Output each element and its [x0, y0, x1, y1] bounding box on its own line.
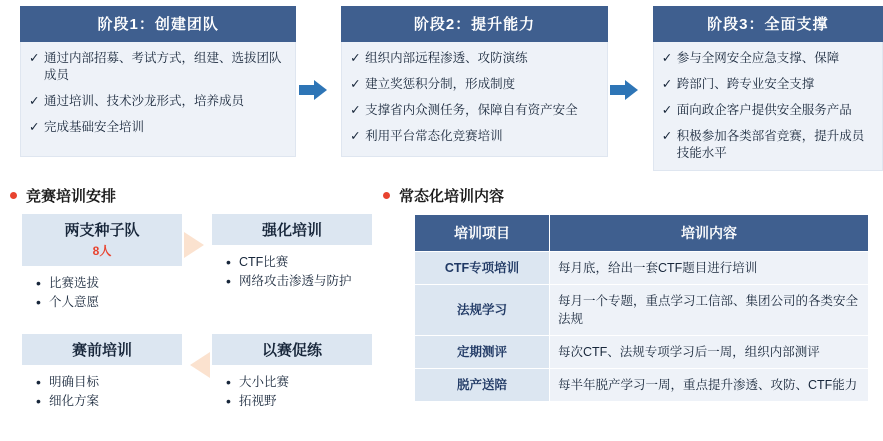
- bullet-dot-icon: [383, 192, 390, 199]
- section-heading-training-label: 常态化培训内容: [399, 188, 505, 205]
- grid-cell-practice-by-competing-header: [212, 334, 372, 365]
- check-icon: ✓: [29, 120, 40, 134]
- phase-3-body: [653, 42, 883, 171]
- table-row: [415, 369, 869, 402]
- list-item: • 比赛选拔: [36, 274, 182, 293]
- check-icon: ✓: [29, 94, 40, 108]
- grid-cell-intensive-training-title: 强化培训: [261, 222, 322, 239]
- chevron-right-icon: [184, 232, 204, 258]
- phase-1-title: 阶段1：创建团队: [20, 6, 296, 42]
- flow-arrow-2: [610, 6, 639, 174]
- phase-2-item-label: 建立奖惩积分制，形成制度: [365, 77, 516, 91]
- grid-cell-seed-teams-header: [22, 214, 182, 266]
- phase-2-item: [350, 102, 599, 119]
- grid-cell-seed-teams: [22, 214, 182, 312]
- grid-cell-intensive-training: [212, 214, 372, 291]
- table-cell-project: 定期测评: [415, 336, 550, 369]
- table-cell-project: 脱产送陪: [415, 369, 550, 402]
- arrow-right-icon: [299, 80, 327, 100]
- phase-card-1: [20, 6, 296, 157]
- grid-cell-intensive-training-list: [212, 245, 372, 291]
- grid-cell-seed-teams-subtitle: 8人: [92, 244, 112, 258]
- table-row: [415, 285, 869, 336]
- check-icon: ✓: [350, 129, 361, 143]
- grid-cell-practice-by-competing-title: 以赛促练: [261, 342, 322, 359]
- phase-3-item-label: 跨部门、跨专业安全支撑: [676, 77, 815, 91]
- phase-1-item-label: 通过培训、技术沙龙形式，培养成员: [44, 94, 245, 108]
- phase-3-title: 阶段3：全面支撑: [653, 6, 883, 42]
- check-icon: ✓: [661, 77, 673, 91]
- phase-2-item-label: 组织内部远程渗透、攻防演练: [365, 51, 528, 65]
- grid-cell-pre-match-training-list: [22, 365, 182, 411]
- check-icon: ✓: [661, 129, 673, 143]
- table-cell-project: 法规学习: [415, 285, 550, 336]
- list-item: • 拓视野: [226, 392, 372, 411]
- grid-cell-seed-teams-list: [22, 266, 182, 312]
- phase-1-item: [29, 50, 287, 84]
- grid-cell-pre-match-training: [22, 334, 182, 411]
- check-icon: ✓: [661, 103, 673, 117]
- phase-3-item-label: 面向政企客户提供安全服务产品: [676, 103, 852, 117]
- grid-cell-seed-teams-title: 两支种子队: [64, 222, 140, 239]
- grid-cell-intensive-training-header: [212, 214, 372, 245]
- grid-cell-pre-match-training-header: [22, 334, 182, 365]
- phase-1-item-label: 完成基础安全培训: [44, 120, 145, 134]
- phase-card-2: [341, 6, 608, 157]
- flow-arrow-1: [298, 6, 327, 174]
- phase-2-body: [341, 42, 608, 157]
- table-header-row: [415, 215, 869, 252]
- phase-1-body: [20, 42, 296, 157]
- phase-3-item: [662, 102, 874, 119]
- phase-1-item: [29, 93, 287, 110]
- phase-3-item-label: 积极参加各类部省竞赛，提升成员技能水平: [676, 129, 865, 160]
- check-icon: ✓: [350, 103, 361, 117]
- section-heading-training: [383, 185, 504, 206]
- phase-3-item: [662, 128, 874, 162]
- list-item: • 明确目标: [36, 373, 182, 392]
- phase-3-item: [662, 76, 874, 93]
- grid-cell-practice-by-competing-list: [212, 365, 372, 411]
- table-row: [415, 252, 869, 285]
- phase-3-item: [662, 50, 874, 67]
- check-icon: ✓: [29, 51, 40, 65]
- table-header-project: 培训项目: [415, 215, 550, 252]
- list-item: • CTF比赛: [226, 253, 372, 272]
- table-cell-content: 每月一个专题，重点学习工信部、集团公司的各类安全法规: [550, 285, 869, 336]
- table-cell-project: CTF专项培训: [415, 252, 550, 285]
- competition-grid: [22, 214, 372, 434]
- training-table-head: [415, 215, 869, 252]
- check-icon: ✓: [661, 51, 673, 65]
- phase-2-title: 阶段2：提升能力: [341, 6, 608, 42]
- phase-2-item-label: 支撑省内众测任务，保障自有资产安全: [365, 103, 578, 117]
- check-icon: ✓: [350, 51, 361, 65]
- phase-1-item: [29, 119, 287, 136]
- phase-2-item: [350, 128, 599, 145]
- training-table: [414, 214, 869, 402]
- section-heading-competition: [10, 185, 116, 206]
- phase-2-item-label: 利用平台常态化竞赛培训: [365, 129, 503, 143]
- phase-1-item-label: 通过内部招募、考试方式，组建、选拔团队成员: [44, 51, 282, 82]
- table-cell-content: 每半年脱产学习一周，重点提升渗透、攻防、CTF能力: [550, 369, 869, 402]
- phase-2-item: [350, 76, 599, 93]
- phase-2-item: [350, 50, 599, 67]
- grid-cell-pre-match-training-title: 赛前培训: [71, 342, 132, 359]
- list-item: • 网络攻击渗透与防护: [226, 272, 372, 291]
- training-table-body: [415, 252, 869, 402]
- phase-3-item-label: 参与全网安全应急支撑、保障: [676, 51, 840, 65]
- table-row: [415, 336, 869, 369]
- table-header-content: 培训内容: [550, 215, 869, 252]
- phase-flow: [0, 6, 883, 174]
- phase-card-3: [653, 6, 883, 171]
- chevron-left-icon: [190, 352, 210, 378]
- bullet-dot-icon: [10, 192, 17, 199]
- section-heading-competition-label: 竞赛培训安排: [26, 188, 117, 205]
- list-item: • 细化方案: [36, 392, 182, 411]
- grid-cell-practice-by-competing: [212, 334, 372, 411]
- table-cell-content: 每月底，给出一套CTF题目进行培训: [550, 252, 869, 285]
- list-item: • 大小比赛: [226, 373, 372, 392]
- arrow-right-icon: [610, 80, 638, 100]
- check-icon: ✓: [350, 77, 361, 91]
- list-item: • 个人意愿: [36, 293, 182, 312]
- table-cell-content: 每次CTF、法规专项学习后一周，组织内部测评: [550, 336, 869, 369]
